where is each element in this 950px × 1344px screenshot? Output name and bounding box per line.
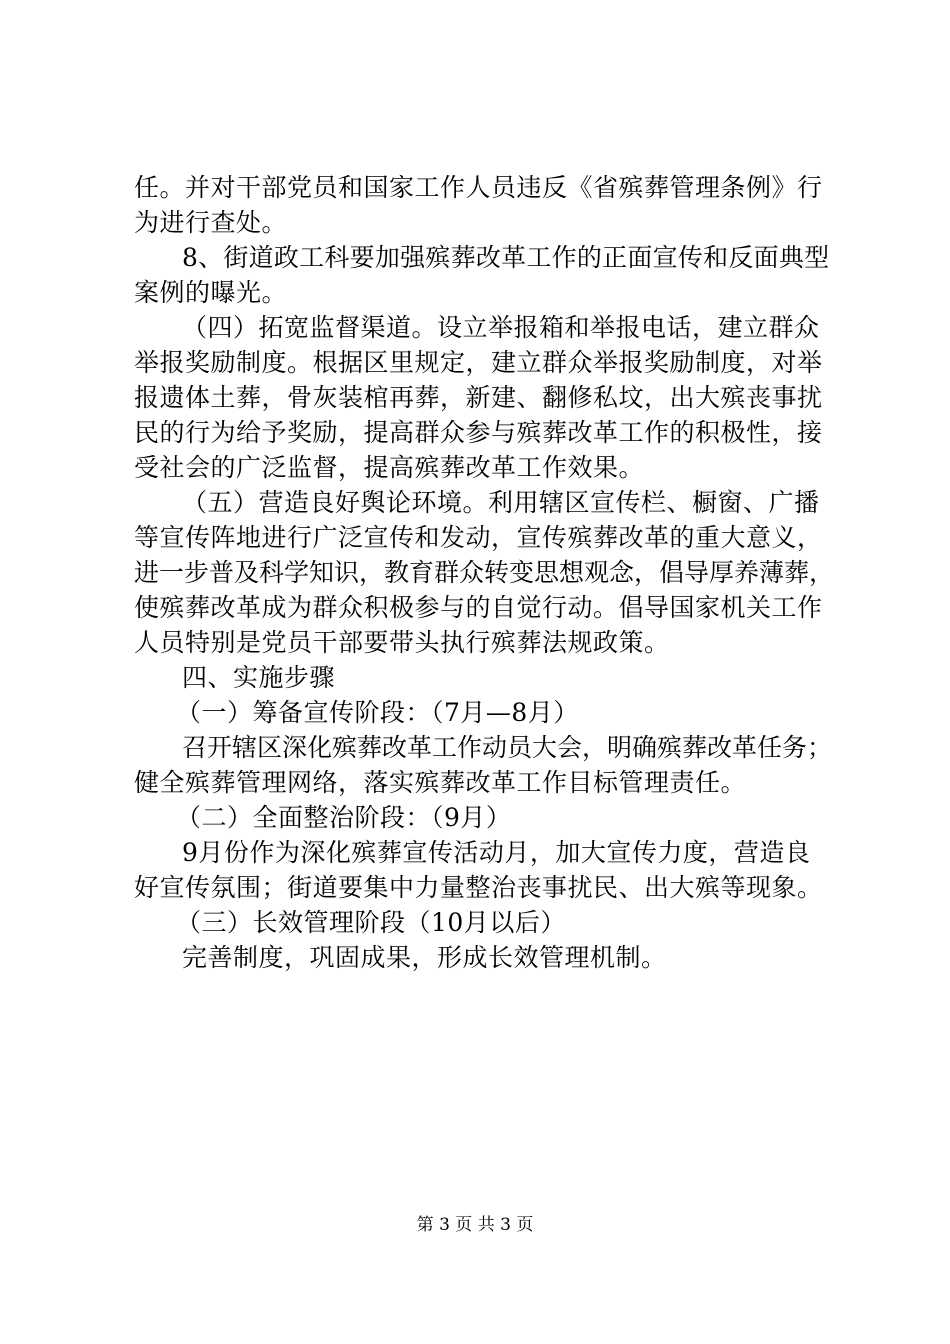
document-line: 健全殡葬管理网络，落实殡葬改革工作目标管理责任。 — [134, 768, 747, 797]
document-line: 进一步普及科学知识，教育群众转变思想观念，倡导厚养薄葬， — [134, 558, 835, 587]
document-line: 案例的曝光。 — [134, 278, 288, 307]
document-line: 8、街道政工科要加强殡葬改革工作的正面宣传和反面典型 — [182, 243, 830, 272]
document-line: 为进行查处。 — [134, 208, 288, 237]
document-line: 报遗体土葬，骨灰装棺再葬，新建、翻修私坟，出大殡丧事扰 — [134, 383, 823, 412]
document-line: （二）全面整治阶段：（9月） — [176, 803, 512, 832]
document-line: 召开辖区深化殡葬改革工作动员大会，明确殡葬改革任务； — [182, 733, 833, 762]
document-line: （四）拓宽监督渠道。设立举报箱和举报电话，建立群众 — [182, 313, 820, 342]
document-line: 使殡葬改革成为群众积极参与的自觉行动。倡导国家机关工作 — [134, 593, 823, 622]
document-body — [134, 170, 834, 975]
document-line: 好宣传氛围；街道要集中力量整治丧事扰民、出大殡等现象。 — [134, 873, 823, 902]
document-line: 完善制度，巩固成果，形成长效管理机制。 — [182, 943, 667, 972]
document-line: 9月份作为深化殡葬宣传活动月，加大宣传力度，营造良 — [182, 838, 811, 867]
document-line: （三）长效管理阶段（10月以后） — [176, 908, 566, 937]
document-line: 任。并对干部党员和国家工作人员违反《省殡葬管理条例》行 — [134, 173, 823, 202]
page-footer: 第 3 页 共 3 页 — [416, 1215, 534, 1235]
document-line: 人员特别是党员干部要带头执行殡葬法规政策。 — [134, 628, 670, 657]
document-line: （一）筹备宣传阶段：（7月—8月） — [176, 698, 579, 727]
document-line: 四、实施步骤 — [182, 663, 336, 692]
document-line: 民的行为给予奖励，提高群众参与殡葬改革工作的积极性，接 — [134, 418, 823, 447]
document-line: 等宣传阵地进行广泛宣传和发动，宣传殡葬改革的重大意义， — [134, 523, 823, 552]
document-line: 举报奖励制度。根据区里规定，建立群众举报奖励制度，对举 — [134, 348, 823, 377]
document-line: （五）营造良好舆论环境。利用辖区宣传栏、橱窗、广播 — [182, 488, 820, 517]
document-line: 受社会的广泛监督，提高殡葬改革工作效果。 — [134, 453, 645, 482]
